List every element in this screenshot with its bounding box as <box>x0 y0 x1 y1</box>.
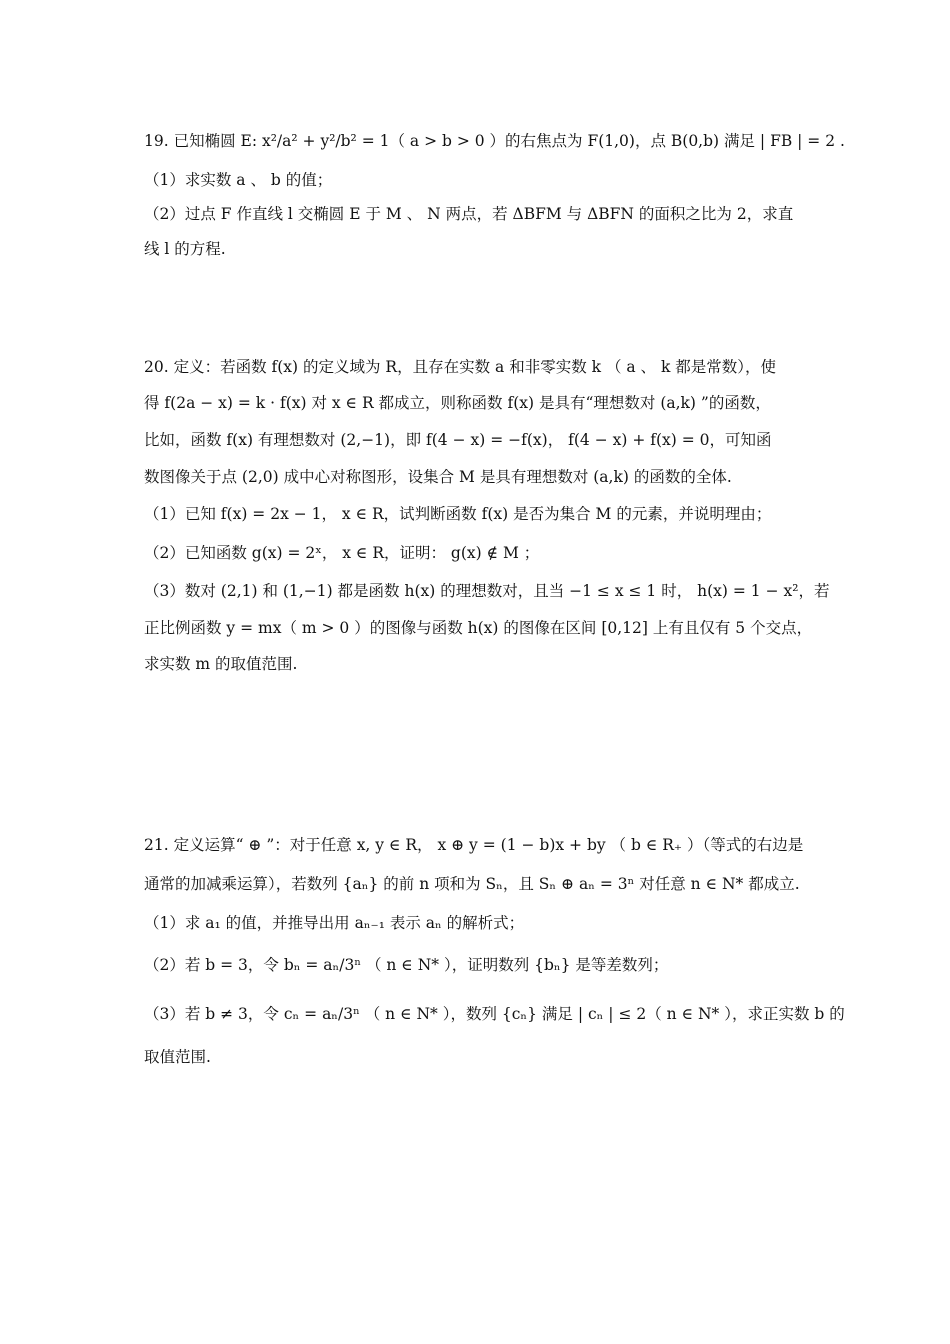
problem-21-line-5: （3）若 b ≠ 3，令 cₙ = aₙ/3ⁿ （ n ∈ N* ），数列 {cₙ} 满足 | cₙ | ≤ 2（ n ∈ N* ），求正实数 b 的 <box>144 1005 845 1023</box>
problem-20-line-3: 比如，函数 f(x) 有理想数对 (2,−1)，即 f(4 − x) = −f(x)， f(4 − x) + f(x) = 0，可知函 <box>144 431 772 449</box>
problem-20-line-1: 20. 定义：若函数 f(x) 的定义域为 R，且存在实数 a 和非零实数 k （ a 、 k 都是常数），使 <box>144 358 777 376</box>
problem-20-line-4: 数图像关于点 (2,0) 成中心对称图形，设集合 M 是具有理想数对 (a,k) 的函数的全体. <box>144 468 732 486</box>
problem-19-line-1: 19. 已知椭圆 E: x²/a² + y²/b² = 1（ a > b > 0 ）的右焦点为 F(1,0)，点 B(0,b) 满足 | FB | = 2 . <box>144 132 845 150</box>
problem-21-line-3: （1）求 a₁ 的值，并推导出用 aₙ₋₁ 表示 aₙ 的解析式； <box>144 914 525 932</box>
problem-20-line-8: 正比例函数 y = mx（ m > 0 ）的图像与函数 h(x) 的图像在区间 [0,12] 上有且仅有 5 个交点， <box>144 619 813 637</box>
problem-20-line-5: （1）已知 f(x) = 2x − 1， x ∈ R，试判断函数 f(x) 是否为集合 M 的元素，并说明理由； <box>144 505 772 523</box>
problem-21-line-2: 通常的加减乘运算），若数列 {aₙ} 的前 n 项和为 Sₙ，且 Sₙ ⊕ aₙ = 3ⁿ 对任意 n ∈ N* 都成立. <box>144 875 800 893</box>
problem-21-line-4: （2）若 b = 3，令 bₙ = aₙ/3ⁿ （ n ∈ N* ），证明数列 {bₙ} 是等差数列； <box>144 956 669 974</box>
problem-20-line-7: （3）数对 (2,1) 和 (1,−1) 都是函数 h(x) 的理想数对，且当 −1 ≤ x ≤ 1 时， h(x) = 1 − x²，若 <box>144 582 830 600</box>
problem-19-line-4: 线 l 的方程. <box>144 240 226 258</box>
problem-20-line-2: 得 f(2a − x) = k · f(x) 对 x ∈ R 都成立，则称函数 f(x) 是具有“理想数对 (a,k) ”的函数， <box>144 394 771 412</box>
problem-19-line-3: （2）过点 F 作直线 l 交椭圆 E 于 M 、 N 两点，若 ΔBFM 与 ΔBFN 的面积之比为 2，求直 <box>144 205 794 223</box>
problem-19-line-2: （1）求实数 a 、 b 的值； <box>144 171 333 189</box>
problem-21-line-6: 取值范围. <box>144 1048 211 1066</box>
problem-20-line-9: 求实数 m 的取值范围. <box>144 655 298 673</box>
problem-20-line-6: （2）已知函数 g(x) = 2ˣ， x ∈ R，证明： g(x) ∉ M ； <box>144 544 540 562</box>
problem-21-line-1: 21. 定义运算“ ⊕ ”：对于任意 x, y ∈ R， x ⊕ y = (1 − b)x + by （ b ∈ R₊ ）（等式的右边是 <box>144 836 804 854</box>
